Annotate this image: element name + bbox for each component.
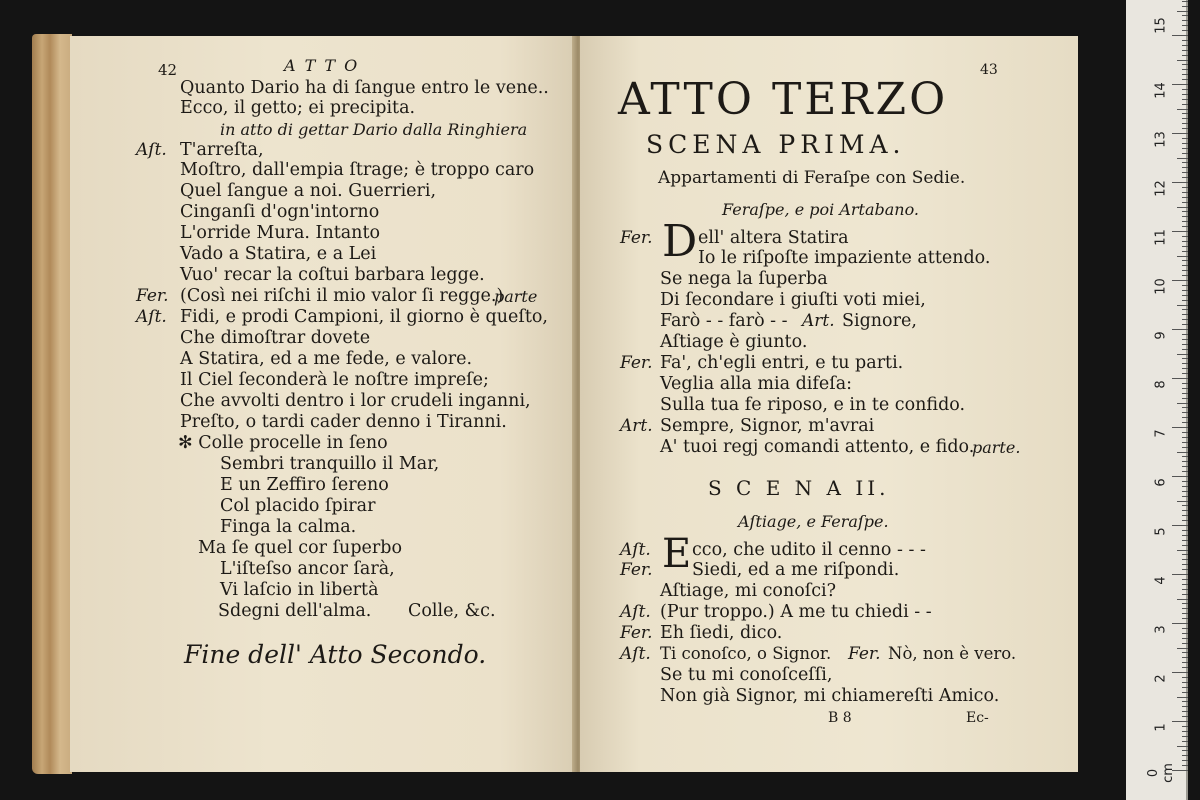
ruler-tick [1182, 260, 1188, 261]
ruler-tick [1172, 623, 1188, 624]
ruler-tick [1177, 256, 1188, 257]
ruler-tick [1172, 329, 1188, 330]
ruler-tick [1182, 187, 1188, 188]
ruler-tick [1182, 270, 1188, 271]
ruler-tick [1182, 437, 1188, 438]
ruler-tick [1182, 510, 1188, 511]
ruler-label: 10 [1153, 278, 1169, 295]
ruler-tick [1182, 579, 1188, 580]
ruler-tick [1182, 197, 1188, 198]
ruler-tick [1172, 427, 1188, 428]
speaker-label: Fer. [620, 228, 653, 248]
scene-title: S C E N A II. [708, 476, 890, 500]
ruler-tick [1182, 505, 1188, 506]
ruler-tick [1182, 265, 1188, 266]
speaker-label: Art. [620, 416, 653, 436]
ruler-tick [1172, 525, 1188, 526]
stage-direction-parte: parte. [972, 438, 1021, 457]
ruler-tick [1172, 231, 1188, 232]
running-head: A T T O [284, 56, 360, 75]
ruler-tick [1182, 682, 1188, 683]
ruler-tick [1172, 35, 1188, 36]
ruler-label: 7 [1153, 429, 1169, 438]
ruler-tick [1182, 461, 1188, 462]
ruler-label: 15 [1153, 17, 1169, 34]
ruler-tick [1182, 545, 1188, 546]
ruler-tick [1182, 466, 1188, 467]
signature-mark: B 8 [828, 710, 852, 726]
verse-line: (Pur troppo.) A me tu chiedi - - [660, 602, 932, 622]
ruler-tick [1182, 559, 1188, 560]
ruler-label: 6 [1153, 478, 1169, 487]
speaker-label: Art. [802, 311, 835, 331]
ruler-tick [1182, 339, 1188, 340]
ruler-label: 9 [1153, 331, 1169, 340]
ruler-tick [1172, 133, 1188, 134]
ruler-tick [1182, 711, 1188, 712]
ruler-tick [1182, 608, 1188, 609]
ruler-label: 1 [1153, 723, 1169, 732]
ruler-label: 0 cm [1146, 763, 1176, 783]
ruler-tick [1182, 138, 1188, 139]
speaker-label: Aſt. [620, 540, 651, 560]
right-page [580, 36, 1078, 772]
scene-setting: Appartamenti di Feraſpe con Sedie. [658, 168, 966, 188]
aria-line: Vi laſcio in libertà [220, 580, 379, 600]
ruler-tick [1182, 202, 1188, 203]
verse-line: Se tu mi conoſceſſi, [660, 665, 833, 685]
verse-line: Signore, [842, 311, 917, 331]
ruler-tick [1182, 99, 1188, 100]
ruler-tick [1182, 760, 1188, 761]
ruler-tick [1182, 216, 1188, 217]
ruler-tick [1182, 652, 1188, 653]
stage-direction: in atto di gettar Dario dalla Ringhiera [220, 120, 528, 139]
ruler-tick [1172, 84, 1188, 85]
verse-line: A' tuoi regj comandi attento, e fido. [660, 437, 975, 457]
ruler-tick [1182, 94, 1188, 95]
ruler-tick [1182, 584, 1188, 585]
ruler-tick [1182, 221, 1188, 222]
verse-line: Eh ſiedi, dico. [660, 623, 783, 643]
ruler-tick [1182, 285, 1188, 286]
ruler-tick [1182, 417, 1188, 418]
ruler-tick [1182, 643, 1188, 644]
ruler-tick [1182, 530, 1188, 531]
speaker-label: Fer. [620, 560, 653, 580]
ruler-tick [1182, 667, 1188, 668]
ruler-tick [1182, 442, 1188, 443]
verse-line: Che dimoſtrar dovete [180, 328, 371, 348]
verse-line: (Così nei riſchi il mio valor ſi regge.) [180, 286, 504, 306]
verse-line: ell' altera Statira [698, 228, 849, 248]
ruler-label: 14 [1153, 82, 1169, 99]
ruler-label: 2 [1153, 674, 1169, 683]
ruler-tick [1182, 569, 1188, 570]
ruler-tick [1182, 554, 1188, 555]
ruler-tick [1177, 452, 1188, 453]
ruler-tick [1172, 574, 1188, 575]
ruler-tick [1182, 55, 1188, 56]
ruler-tick [1182, 736, 1188, 737]
ruler-tick [1182, 520, 1188, 521]
left-page [70, 36, 576, 772]
aria-line: Col placido ſpirar [220, 496, 376, 516]
ruler-tick [1182, 148, 1188, 149]
ruler-tick [1177, 158, 1188, 159]
ruler-tick [1182, 412, 1188, 413]
ruler-tick [1182, 741, 1188, 742]
ruler-tick [1182, 50, 1188, 51]
ruler-tick [1182, 226, 1188, 227]
ruler-tick [1182, 324, 1188, 325]
act-title: ATTO TERZO [618, 74, 949, 125]
ruler-tick [1177, 305, 1188, 306]
verse-line: A Statira, ed a me fede, e valore. [180, 349, 473, 369]
da-capo-mark: Colle, &c. [408, 601, 496, 621]
ruler-label: 8 [1153, 380, 1169, 389]
ruler-tick [1182, 491, 1188, 492]
ruler-tick [1182, 25, 1188, 26]
ruler-tick [1182, 618, 1188, 619]
ruler-label: 3 [1153, 625, 1169, 634]
ruler-tick [1177, 550, 1188, 551]
ruler-tick [1182, 167, 1188, 168]
ruler-tick [1172, 476, 1188, 477]
verse-line: Fidi, e prodi Campioni, il giorno è queſto, [180, 307, 548, 327]
verse-line: Il Ciel ſeconderà le noſtre impreſe; [180, 370, 489, 390]
ruler-tick [1172, 182, 1188, 183]
ruler-tick [1177, 648, 1188, 649]
speaker-label: Fer. [620, 353, 653, 373]
drop-cap: D [662, 216, 698, 267]
aria-line: L'iſteſso ancor ſarà, [220, 559, 395, 579]
speaker-label: Aſt. [620, 644, 651, 664]
ruler-label: 4 [1153, 576, 1169, 585]
ruler-tick [1182, 113, 1188, 114]
ruler-tick [1182, 471, 1188, 472]
ruler-tick [1182, 422, 1188, 423]
ruler-tick [1182, 628, 1188, 629]
ruler-tick [1182, 407, 1188, 408]
ruler-tick [1182, 74, 1188, 75]
ruler-tick [1172, 378, 1188, 379]
ruler-tick [1182, 15, 1188, 16]
verse-line: Aſtiage, mi conoſci? [660, 581, 837, 601]
ruler-tick [1182, 716, 1188, 717]
ruler-tick [1177, 207, 1188, 208]
ruler-tick [1182, 1, 1188, 2]
ruler-tick [1182, 64, 1188, 65]
ruler-tick [1182, 633, 1188, 634]
ruler-tick [1182, 40, 1188, 41]
ruler-tick [1182, 692, 1188, 693]
ruler-tick [1182, 314, 1188, 315]
ruler-tick [1177, 60, 1188, 61]
ruler-tick [1177, 599, 1188, 600]
ruler-tick [1182, 613, 1188, 614]
ruler-tick [1182, 540, 1188, 541]
ruler-tick [1177, 501, 1188, 502]
ruler-tick [1182, 300, 1188, 301]
ruler-tick [1182, 456, 1188, 457]
ruler-tick [1182, 104, 1188, 105]
ruler-tick [1182, 30, 1188, 31]
ruler-tick [1182, 123, 1188, 124]
ruler-tick [1182, 334, 1188, 335]
ruler-tick [1182, 383, 1188, 384]
aria-line: Sdegni dell'alma. [218, 601, 372, 621]
verse-line: Ti conoſco, o Signor. [660, 644, 832, 663]
ruler-tick [1182, 594, 1188, 595]
act-closing: Fine dell' Atto Secondo. [184, 640, 487, 669]
aria-line: Ma ſe quel cor ſuperbo [198, 538, 402, 558]
ruler-tick [1182, 344, 1188, 345]
ruler-label: 5 [1153, 527, 1169, 536]
ruler-tick [1182, 211, 1188, 212]
ruler-tick [1177, 746, 1188, 747]
verse-line: Vuo' recar la coſtui barbara legge. [180, 265, 485, 285]
verse-line: Cinganſi d'ogn'intorno [180, 202, 380, 222]
stage-direction-parte: parte [494, 287, 538, 306]
verse-line: Siedi, ed a me riſpondi. [692, 560, 900, 580]
aria-line: ✻ Colle procelle in ſeno [178, 433, 388, 453]
ruler-tick [1182, 275, 1188, 276]
ruler-tick [1182, 388, 1188, 389]
ruler-tick [1182, 20, 1188, 21]
aria-line: Sembri tranquillo il Mar, [220, 454, 440, 474]
measurement-ruler [1126, 0, 1188, 800]
verse-line: Vado a Statira, e a Lei [180, 244, 377, 264]
verse-line: Io le riſpoſte impaziente attendo. [698, 248, 991, 268]
ruler-tick [1182, 496, 1188, 497]
ruler-tick [1182, 657, 1188, 658]
ruler-tick [1182, 236, 1188, 237]
ruler-tick [1182, 373, 1188, 374]
verse-line: Nò, non è vero. [888, 644, 1017, 663]
ruler-tick [1177, 403, 1188, 404]
scene-characters: Aſtiage, e Feraſpe. [738, 512, 889, 531]
aria-line: E un Zeffiro ſereno [220, 475, 389, 495]
ruler-tick [1182, 309, 1188, 310]
ruler-tick [1182, 349, 1188, 350]
ruler-tick [1182, 69, 1188, 70]
verse-line: Non già Signor, mi chiamereſti Amico. [660, 686, 1000, 706]
ruler-tick [1182, 89, 1188, 90]
ruler-tick [1182, 706, 1188, 707]
ruler-tick [1177, 354, 1188, 355]
scene-title: SCENA PRIMA. [646, 130, 906, 159]
ruler-tick [1182, 726, 1188, 727]
verse-line: Farò - - farò - - [660, 311, 788, 331]
ruler-edge [1186, 0, 1188, 800]
ruler-tick [1182, 701, 1188, 702]
ruler-tick [1182, 177, 1188, 178]
ruler-tick [1182, 128, 1188, 129]
speaker-label: Fer. [848, 644, 881, 664]
ruler-tick [1182, 162, 1188, 163]
drop-cap: E [662, 531, 692, 577]
page-number: 43 [980, 62, 998, 78]
speaker-label: Aſt. [620, 602, 651, 622]
speaker-label: Aſt. [136, 140, 167, 160]
catchword: Ec- [966, 710, 989, 726]
verse-line: Quanto Dario ha di ſangue entro le vene.. [180, 78, 549, 98]
verse-line: L'orride Mura. Intanto [180, 223, 381, 243]
ruler-tick [1182, 368, 1188, 369]
ruler-tick [1182, 731, 1188, 732]
ruler-tick [1182, 638, 1188, 639]
ruler-tick [1182, 172, 1188, 173]
ruler-tick [1182, 192, 1188, 193]
ruler-tick [1172, 672, 1188, 673]
ruler-tick [1182, 603, 1188, 604]
ruler-tick [1182, 398, 1188, 399]
verse-line: Preſto, o tardi cader denno i Tiranni. [180, 412, 507, 432]
speaker-label: Fer. [620, 623, 653, 643]
ruler-tick [1182, 765, 1188, 766]
ruler-tick [1182, 755, 1188, 756]
ruler-tick [1182, 486, 1188, 487]
verse-line: Moſtro, dall'empia ſtrage; è troppo caro [180, 160, 535, 180]
verse-line: Veglia alla mia difeſa: [660, 374, 853, 394]
ruler-label: 12 [1153, 180, 1169, 197]
verse-line: Se nega la ſuperba [660, 269, 828, 289]
speaker-label: Fer. [136, 286, 169, 306]
ruler-tick [1182, 481, 1188, 482]
ruler-tick [1182, 432, 1188, 433]
ruler-tick [1182, 6, 1188, 7]
ruler-label: 11 [1153, 229, 1169, 246]
ruler-tick [1177, 109, 1188, 110]
ruler-tick [1172, 721, 1188, 722]
verse-line: cco, che udito il cenno - - - [692, 540, 926, 560]
verse-line: Che avvolti dentro i lor crudeli inganni, [180, 391, 531, 411]
ruler-tick [1182, 251, 1188, 252]
ruler-tick [1182, 290, 1188, 291]
ruler-tick [1182, 295, 1188, 296]
ruler-tick [1177, 697, 1188, 698]
verse-line: Fa', ch'egli entri, e tu parti. [660, 353, 904, 373]
ruler-tick [1182, 363, 1188, 364]
ruler-tick [1177, 11, 1188, 12]
ruler-tick [1182, 662, 1188, 663]
scene-characters: Feraſpe, e poi Artabano. [722, 200, 920, 219]
ruler-tick [1182, 143, 1188, 144]
ruler-label: 13 [1153, 131, 1169, 148]
ruler-tick [1182, 153, 1188, 154]
aria-line: Finga la calma. [220, 517, 357, 537]
ruler-tick [1172, 280, 1188, 281]
ruler-tick [1182, 515, 1188, 516]
ruler-tick [1182, 687, 1188, 688]
ruler-tick [1182, 45, 1188, 46]
page-block-edge [32, 34, 72, 774]
ruler-tick [1182, 535, 1188, 536]
ruler-tick [1182, 750, 1188, 751]
ruler-tick [1182, 246, 1188, 247]
ruler-tick [1182, 79, 1188, 80]
ruler-tick [1182, 118, 1188, 119]
verse-line: Aſtiage è giunto. [660, 332, 808, 352]
verse-line: Sempre, Signor, m'avrai [660, 416, 875, 436]
ruler-tick [1182, 319, 1188, 320]
page-number: 42 [158, 61, 178, 79]
ruler-tick [1182, 393, 1188, 394]
ruler-tick [1182, 241, 1188, 242]
verse-line: Quel ſangue a noi. Guerrieri, [180, 181, 437, 201]
verse-line: Ecco, il getto; ei precipita. [180, 98, 416, 118]
ruler-tick [1182, 447, 1188, 448]
verse-line: T'arreſta, [180, 140, 264, 160]
verse-line: Di ſecondare i giuſti voti miei, [660, 290, 926, 310]
speaker-label: Aſt. [136, 307, 167, 327]
ruler-tick [1182, 564, 1188, 565]
ruler-tick [1182, 358, 1188, 359]
ruler-tick [1182, 677, 1188, 678]
verse-line: Sulla tua fe riposo, e in te confido. [660, 395, 966, 415]
ruler-tick [1182, 589, 1188, 590]
